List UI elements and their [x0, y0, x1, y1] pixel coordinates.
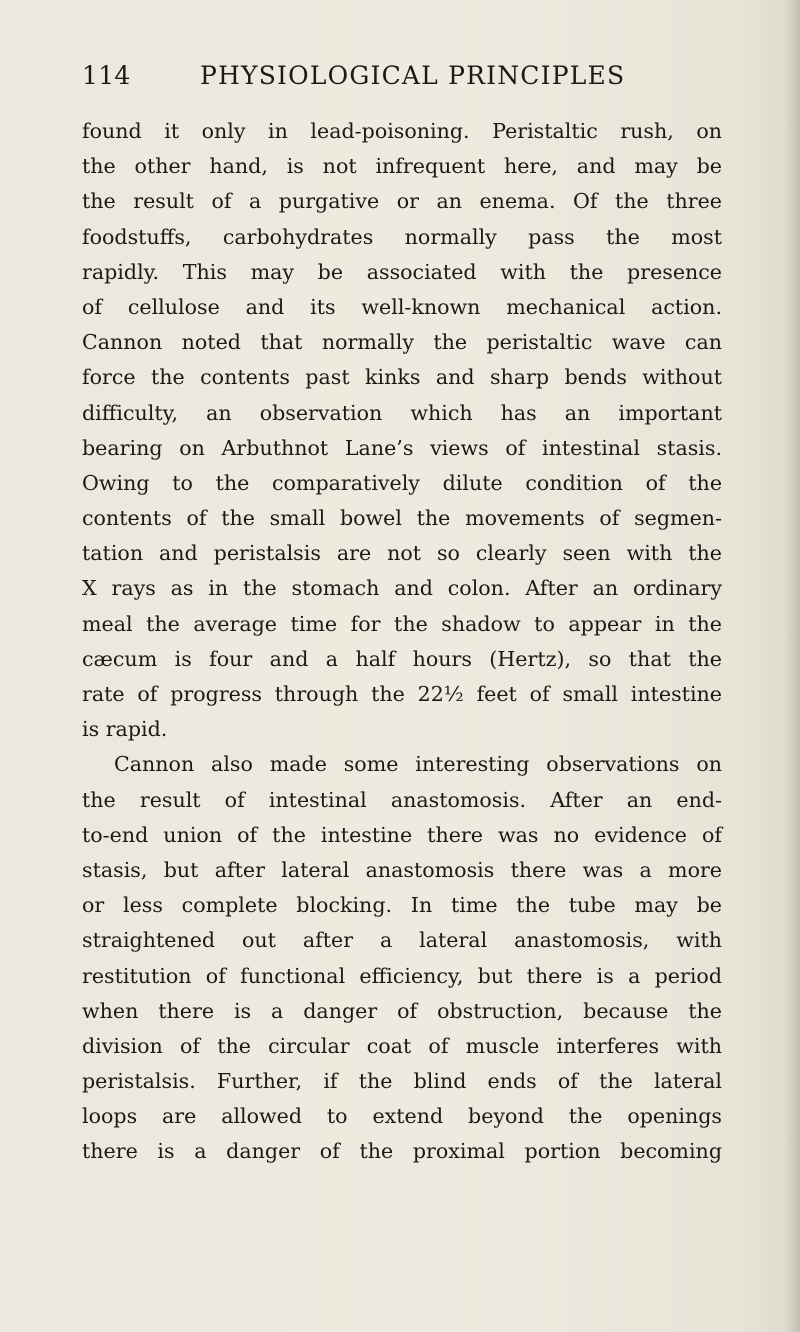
body-text [82, 114, 722, 1170]
text-line: contents of the small bowel the movements of segmen- [82, 506, 722, 531]
text-line: bearing on Arbuthnot Lane’s views of intestinal stasis. [82, 435, 722, 460]
text-line: straightened out after a lateral anastomosis, with [82, 928, 722, 953]
text-line: restitution of functional efficiency, but there is a period [82, 963, 722, 988]
text-line: Owing to the comparatively dilute condition of the [82, 470, 722, 495]
text-line: rapidly. This may be associated with the presence [82, 259, 722, 284]
page-edge-shadow [786, 0, 800, 1332]
text-line: meal the average time for the shadow to appear in the [82, 611, 722, 636]
text-line: found it only in lead-poisoning. Peristaltic rush, on [82, 119, 722, 143]
paragraph-last-line: is rapid. [82, 717, 168, 742]
page-number: 114 [82, 61, 131, 90]
page-header [82, 56, 722, 96]
text-line: X rays as in the stomach and colon. After an ordinary [82, 576, 722, 601]
text-line: loops are allowed to extend beyond the openings [82, 1104, 722, 1129]
text-line: when there is a danger of obstruction, because the [82, 998, 722, 1023]
text-line: rate of progress through the 22½ feet of small intestine [82, 682, 722, 706]
text-line: of cellulose and its well-known mechanical action. [82, 294, 722, 319]
text-line: or less complete blocking. In time the tube may be [82, 893, 722, 918]
paragraph-first-line: Cannon also made some interesting observations on [114, 752, 722, 777]
text-line: Cannon noted that normally the peristaltic wave can [82, 330, 722, 355]
text-line: to-end union of the intestine there was no evidence of [82, 822, 722, 847]
text-line: difficulty, an observation which has an important [82, 400, 722, 425]
text-line: the result of intestinal anastomosis. After an end- [82, 787, 722, 812]
text-line: foodstuffs, carbohydrates normally pass the most [82, 224, 722, 249]
text-line: cæcum is four and a half hours (Hertz), so that the [82, 646, 722, 671]
text-line: the result of a purgative or an enema. Of the three [82, 189, 722, 214]
text-line: there is a danger of the proximal portion becoming [82, 1139, 722, 1164]
text-line: peristalsis. Further, if the blind ends of the lateral [82, 1069, 722, 1094]
text-line: the other hand, is not infrequent here, and may be [82, 154, 722, 179]
text-line: division of the circular coat of muscle interferes with [82, 1033, 722, 1058]
text-line: stasis, but after lateral anastomosis there was a more [82, 857, 722, 882]
text-line: tation and peristalsis are not so clearly seen with the [82, 541, 722, 566]
running-title: PHYSIOLOGICAL PRINCIPLES [200, 61, 626, 90]
text-line: force the contents past kinks and sharp bends without [82, 365, 722, 390]
